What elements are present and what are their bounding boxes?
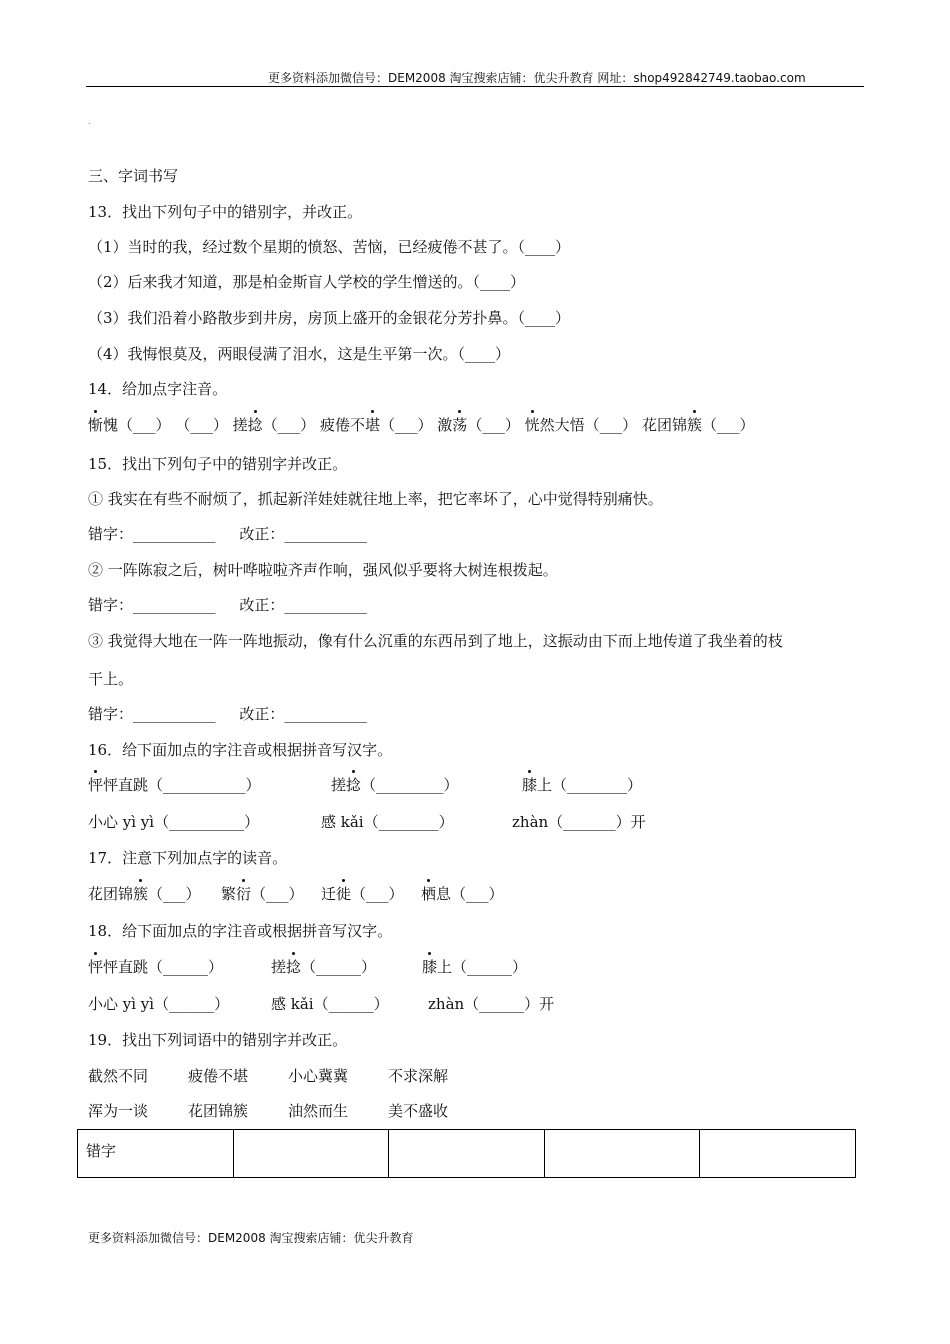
wrong-label: 错字：___________ [88,705,216,723]
q16-item-5: 感 kǎi（________） [321,813,454,831]
q14-word-2: （___） [175,416,228,434]
q17-title: 17．注意下列加点字的读音。 [88,849,288,867]
q19-word: 疲倦不堪 [188,1067,249,1085]
q14-word-4: 疲倦不堪（___） [319,416,433,434]
page-header: 更多资料添加微信号：DEM2008 淘宝搜索店铺：优尖升教育 网址：shop492842749.taobao.com [268,71,806,85]
table-label-cell: 错字 [78,1130,234,1178]
q16-item-4: 小心 yì yì（__________） [88,813,260,831]
q14-title: 14．给加点字注音。 [88,380,228,398]
table-cell[interactable] [700,1130,856,1178]
table-cell[interactable] [389,1130,545,1178]
q19-word: 美不盛收 [388,1102,449,1120]
q18-item-4: 小心 yì yì（______） [88,995,230,1013]
q18-item-5: 感 kǎi（______） [271,995,389,1013]
q15-sentence-3a: ③ 我觉得大地在一阵一阵地振动，像有什么沉重的东西吊到了地上，这振动由下而上地传道了我坐着的枝 [88,632,783,650]
q19-word: 不求深解 [388,1067,449,1085]
q18-title: 18．给下面加点的字注音或根据拼音写汉字。 [88,922,393,940]
q17-item-3: 迁徙（___） [321,885,404,903]
q13-item-3: （3）我们沿着小路散步到井房，房顶上盛开的金银花分芳扑鼻。（____） [88,309,571,327]
q13-title: 13．找出下列句子中的错别字，并改正。 [88,203,363,221]
q15-sentence-3b: 干上。 [88,670,134,688]
q16-item-3: 膝上（________） [522,776,643,794]
wrong-label: 错字：___________ [88,525,216,543]
answer-table [77,1129,856,1178]
q19-word: 油然而生 [288,1102,349,1120]
q16-item-1: 怦怦直跳（___________） [88,776,261,794]
q14-word-7: 花团锦簇（___） [641,416,755,434]
q13-item-1: （1）当时的我，经过数个星期的愤怒、苦恼，已经疲倦不甚了。（____） [88,238,571,256]
table-cell[interactable] [544,1130,700,1178]
q15-sentence-2: ② 一阵陈寂之后，树叶哗啦啦齐声作响，强风似乎要将大树连根拨起。 [88,561,558,579]
q13-item-4: （4）我悔恨莫及，两眼侵满了泪水，这是生平第一次。（____） [88,345,511,363]
fix-label: 改正：___________ [239,705,367,723]
q18-item-2: 搓捻（______） [271,958,377,976]
q18-item-3: 膝上（______） [422,958,528,976]
q15-sentence-1: ① 我实在有些不耐烦了，抓起新洋娃娃就往地上率，把它率坏了，心中觉得特别痛快。 [88,490,663,508]
page-footer: 更多资料添加微信号：DEM2008 淘宝搜索店铺：优尖升教育 [88,1231,414,1245]
q15-answer-3 [88,703,367,724]
q14-row [88,414,754,435]
q17-item-1: 花团锦簇（___） [88,885,201,903]
q14-word-6: 恍然大悟（___） [524,416,638,434]
q16-item-2: 搓捻（_________） [331,776,459,794]
q14-word-1: 惭愧（___） [88,416,171,434]
table-cell[interactable] [233,1130,389,1178]
table-row [78,1130,856,1178]
header-rule [86,86,864,87]
q17-item-4: 栖息（___） [421,885,504,903]
fix-label: 改正：___________ [239,525,367,543]
q15-answer-1 [88,523,367,544]
wrong-label: 错字：___________ [88,596,216,614]
q19-word: 花团锦簇 [188,1102,249,1120]
q19-word: 截然不同 [88,1067,149,1085]
q18-item-1: 怦怦直跳（______） [88,958,224,976]
q17-item-2: 繁衍（___） [221,885,304,903]
paragraph-mark: . [88,116,92,127]
q15-answer-2 [88,594,367,615]
q16-title: 16．给下面加点的字注音或根据拼音写汉字。 [88,741,393,759]
section-title: 三、字词书写 [88,167,179,185]
q19-title: 19．找出下列词语中的错别字并改正。 [88,1031,348,1049]
q15-title: 15．找出下列句子中的错别字并改正。 [88,455,348,473]
q14-word-3: 搓捻（___） [232,416,316,434]
q14-word-5: 激荡（___） [437,416,520,434]
q18-item-6: zhàn（______）开 [428,995,555,1013]
q16-item-6: zhàn（_______）开 [512,813,646,831]
q19-word: 浑为一谈 [88,1102,149,1120]
q13-item-2: （2）后来我才知道，那是柏金斯盲人学校的学生憎送的。（____） [88,273,526,291]
q19-word: 小心冀冀 [288,1067,349,1085]
fix-label: 改正：___________ [239,596,367,614]
